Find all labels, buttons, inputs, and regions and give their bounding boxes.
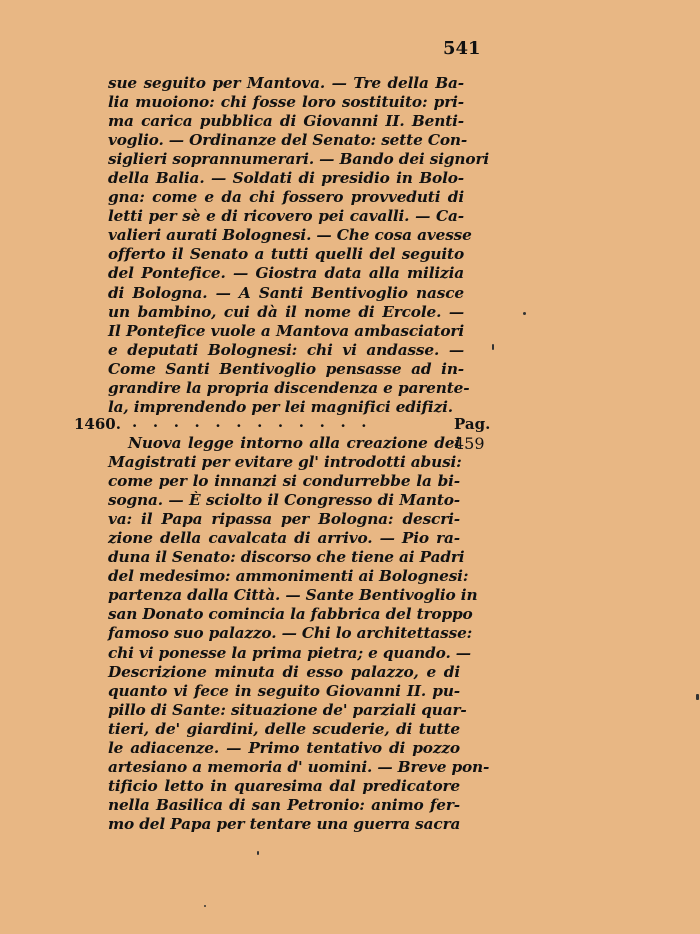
text-line: chi vi ponesse la prima pietra; e quando. — <box>108 643 471 662</box>
text-line: famoso suo palazzo. — Chi lo architettasse: <box>108 624 473 643</box>
text-line: offerto il Senato a tutti quelli del seguito <box>108 245 464 264</box>
paper-speck <box>523 312 526 315</box>
summary-block-before <box>108 74 490 417</box>
text-line: mo del Papa per tentare una guerra sacra <box>108 814 461 833</box>
text-line: san Donato comincia la fabbrica del troppo <box>108 605 473 624</box>
paper-speck <box>696 694 699 700</box>
text-line: valieri aurati Bolognesi. — Che cosa avesse <box>108 226 472 245</box>
text-line: gna: come e da chi fossero provveduti di <box>108 188 464 207</box>
text-line: come per lo innanzi si condurrebbe la bi- <box>108 472 460 491</box>
entry-page-reference <box>454 414 495 454</box>
paper-speck <box>204 905 206 907</box>
text-line: partenza dalla Città. — Sante Bentivoglio in <box>108 586 478 605</box>
text-line: lia muoiono: chi fosse loro sostituito: pri- <box>108 93 464 112</box>
text-line: tificio letto in quaresima dal predicatore <box>108 776 460 795</box>
text-line: Nuova legge intorno alla creazione dei <box>128 434 460 452</box>
text-line: duna il Senato: discorso che tiene ai Padri <box>108 548 465 567</box>
entry-page-label: Pag. <box>454 415 491 433</box>
text-line: del Pontefice. — Giostra data alla milizia <box>108 264 464 283</box>
text-line: pillo di Sante: situazione de' parziali quar- <box>108 700 467 719</box>
text-line: zione della cavalcata di arrivo. — Pio ra- <box>108 529 460 548</box>
text-line: va: il Papa ripassa per Bologna: descri- <box>108 510 460 529</box>
text-line: Come Santi Bentivoglio pensasse ad in- <box>108 359 464 378</box>
text-line: Descrizione minuta di esso palazzo, e di <box>108 662 460 681</box>
text-line: della Balia. — Soldati di presidio in Bolo- <box>108 169 464 188</box>
text-line: Il Pontefice vuole a Mantova ambasciatori <box>108 321 464 340</box>
entry-leader-dots: . . . . . . . . . . . . <box>132 413 372 431</box>
text-line: quanto vi fece in seguito Giovanni II. pu- <box>108 681 460 700</box>
text-line: sogna. — È sciolto il Congresso di Manto- <box>108 491 460 510</box>
text-line: voglio. — Ordinanze del Senato: sette Con- <box>108 131 468 150</box>
text-line: la, imprendendo per lei magnifici edifizi. <box>108 397 453 416</box>
entry-page-number: 459 <box>454 434 485 453</box>
text-line: Magistrati per evitare gl' introdotti abusi: <box>108 453 462 472</box>
text-line: siglieri soprannumerari. — Bando dei signori <box>108 150 490 169</box>
text-line: le adiacenze. — Primo tentativo di pozzo <box>108 738 460 757</box>
text-line: tieri, de' giardini, delle scuderie, di tutte <box>108 719 460 738</box>
text-line: di Bologna. — A Santi Bentivoglio nasce <box>108 283 464 302</box>
entry-year: 1460. <box>74 415 121 433</box>
text-line: nella Basilica di san Petronio: animo fer- <box>108 795 460 814</box>
text-line: artesiano a memoria d' uomini. — Breve pon- <box>108 757 490 776</box>
text-line: grandire la propria discendenza e parente- <box>108 378 470 397</box>
page-number: 541 <box>443 38 481 59</box>
text-line: del medesimo: ammonimenti ai Bolognesi: <box>108 567 469 586</box>
text-line: e deputati Bolognesi: chi vi andasse. — <box>108 340 464 359</box>
paper-speck <box>492 344 494 350</box>
paper-speck <box>257 851 259 855</box>
text-line: un bambino, cui dà il nome di Ercole. — <box>108 302 464 321</box>
text-line: letti per sè e di ricovero pei cavalli. — Ca- <box>108 207 464 226</box>
text-line: ma carica pubblica di Giovanni II. Benti- <box>108 112 464 131</box>
text-line: sue seguito per Mantova. — Tre della Ba- <box>108 74 464 92</box>
